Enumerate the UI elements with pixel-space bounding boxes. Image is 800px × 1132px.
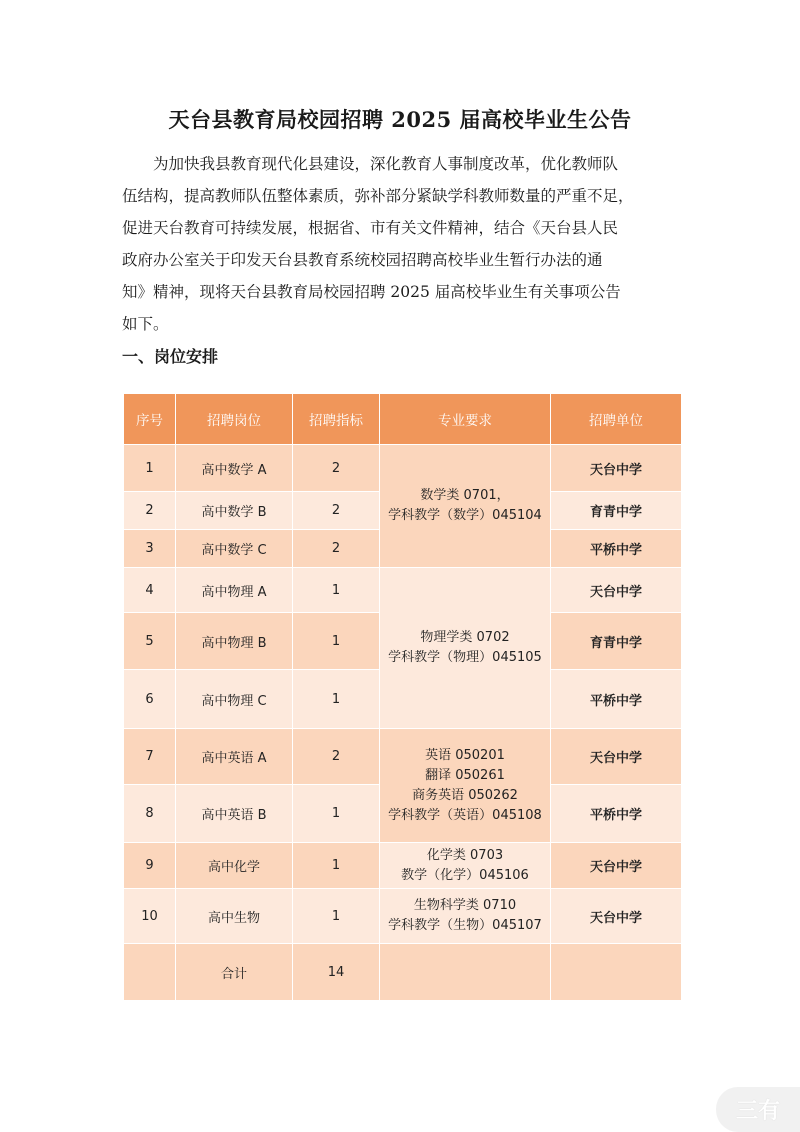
row-post: 高中物理 B	[176, 613, 293, 670]
major-line: 物理学类 0702	[420, 630, 510, 645]
row-no: 2	[124, 492, 176, 530]
row-count: 1	[293, 568, 380, 613]
row-unit: 天台中学	[551, 445, 682, 492]
row-unit: 平桥中学	[551, 530, 682, 568]
major-line: 学科教学（英语）045108	[388, 807, 542, 823]
row-post: 高中物理 C	[176, 670, 293, 729]
row-unit: 育青中学	[551, 492, 682, 530]
major-line: 英语 050201	[425, 747, 505, 763]
row-no: 8	[124, 785, 176, 843]
positions-table	[123, 393, 682, 1001]
row-post: 高中英语 A	[176, 729, 293, 785]
row-post: 高中物理 A	[176, 568, 293, 613]
row-unit: 天台中学	[551, 568, 682, 613]
major-biology	[380, 889, 551, 944]
table-row	[124, 445, 682, 492]
header-unit: 招聘单位	[551, 394, 682, 445]
row-no: 3	[124, 530, 176, 568]
row-no: 5	[124, 613, 176, 670]
table-row	[124, 889, 682, 944]
header-post: 招聘岗位	[176, 394, 293, 445]
intro-line: 伍结构，提高教师队伍整体素质，弥补部分紧缺学科教师数量的严重不足，	[122, 187, 634, 205]
total-count: 14	[293, 944, 380, 1001]
major-line: 学科教学（物理）045105	[388, 650, 542, 665]
intro-paragraph	[122, 148, 684, 340]
total-major-cell	[380, 944, 551, 1001]
major-physics	[380, 568, 551, 729]
total-label: 合计	[176, 944, 293, 1001]
table-row	[124, 843, 682, 889]
major-english	[380, 729, 551, 843]
row-count: 2	[293, 530, 380, 568]
row-no: 1	[124, 445, 176, 492]
section-heading: 一、岗位安排	[122, 347, 219, 366]
row-count: 1	[293, 785, 380, 843]
row-no: 10	[124, 889, 176, 944]
watermark-badge: 三有	[716, 1087, 800, 1132]
row-no: 4	[124, 568, 176, 613]
row-post: 高中数学 C	[176, 530, 293, 568]
major-line: 生物科学类 0710	[413, 898, 517, 913]
header-count: 招聘指标	[293, 394, 380, 445]
document-title: 天台县教育局校园招聘 2025 届高校毕业生公告	[168, 107, 632, 132]
major-line: 学科教学（数学）045104	[388, 508, 542, 523]
major-line: 翻译 050261	[425, 767, 505, 783]
row-post: 高中化学	[176, 843, 293, 889]
row-unit: 平桥中学	[551, 670, 682, 729]
header-major: 专业要求	[380, 394, 551, 445]
major-math	[380, 445, 551, 568]
intro-line: 促进天台教育可持续发展，根据省、市有关文件精神，结合《天台县人民	[122, 219, 619, 237]
major-chemistry	[380, 843, 551, 889]
row-count: 1	[293, 613, 380, 670]
row-post: 高中生物	[176, 889, 293, 944]
row-post: 高中英语 B	[176, 785, 293, 843]
total-unit-cell	[551, 944, 682, 1001]
row-no: 9	[124, 843, 176, 889]
row-post: 高中数学 A	[176, 445, 293, 492]
row-count: 1	[293, 889, 380, 944]
table-row	[124, 729, 682, 785]
row-unit: 平桥中学	[551, 785, 682, 843]
row-unit: 天台中学	[551, 889, 682, 944]
intro-line: 如下。	[122, 315, 169, 333]
row-no: 7	[124, 729, 176, 785]
row-count: 2	[293, 492, 380, 530]
header-no: 序号	[124, 394, 176, 445]
row-unit: 育青中学	[551, 613, 682, 670]
row-count: 2	[293, 445, 380, 492]
major-line: 数学类 0701，	[420, 488, 510, 503]
major-line: 化学类 0703	[426, 847, 504, 863]
table-row	[124, 568, 682, 613]
intro-line: 知》精神，现将天台县教育局校园招聘 2025 届高校毕业生有关事项公告	[122, 283, 621, 301]
row-unit: 天台中学	[551, 729, 682, 785]
total-no-cell	[124, 944, 176, 1001]
row-count: 2	[293, 729, 380, 785]
row-count: 1	[293, 670, 380, 729]
major-line: 教学（化学）045106	[401, 867, 529, 883]
intro-line: 为加快我县教育现代化县建设，深化教育人事制度改革，优化教师队	[153, 155, 619, 173]
row-unit: 天台中学	[551, 843, 682, 889]
row-count: 1	[293, 843, 380, 889]
major-line: 学科教学（生物）045107	[388, 918, 542, 933]
table-header-row	[124, 394, 682, 445]
total-row	[124, 944, 682, 1001]
intro-line: 政府办公室关于印发天台县教育系统校园招聘高校毕业生暂行办法的通	[122, 251, 603, 269]
row-no: 6	[124, 670, 176, 729]
major-line: 商务英语 050262	[412, 787, 518, 803]
row-post: 高中数学 B	[176, 492, 293, 530]
